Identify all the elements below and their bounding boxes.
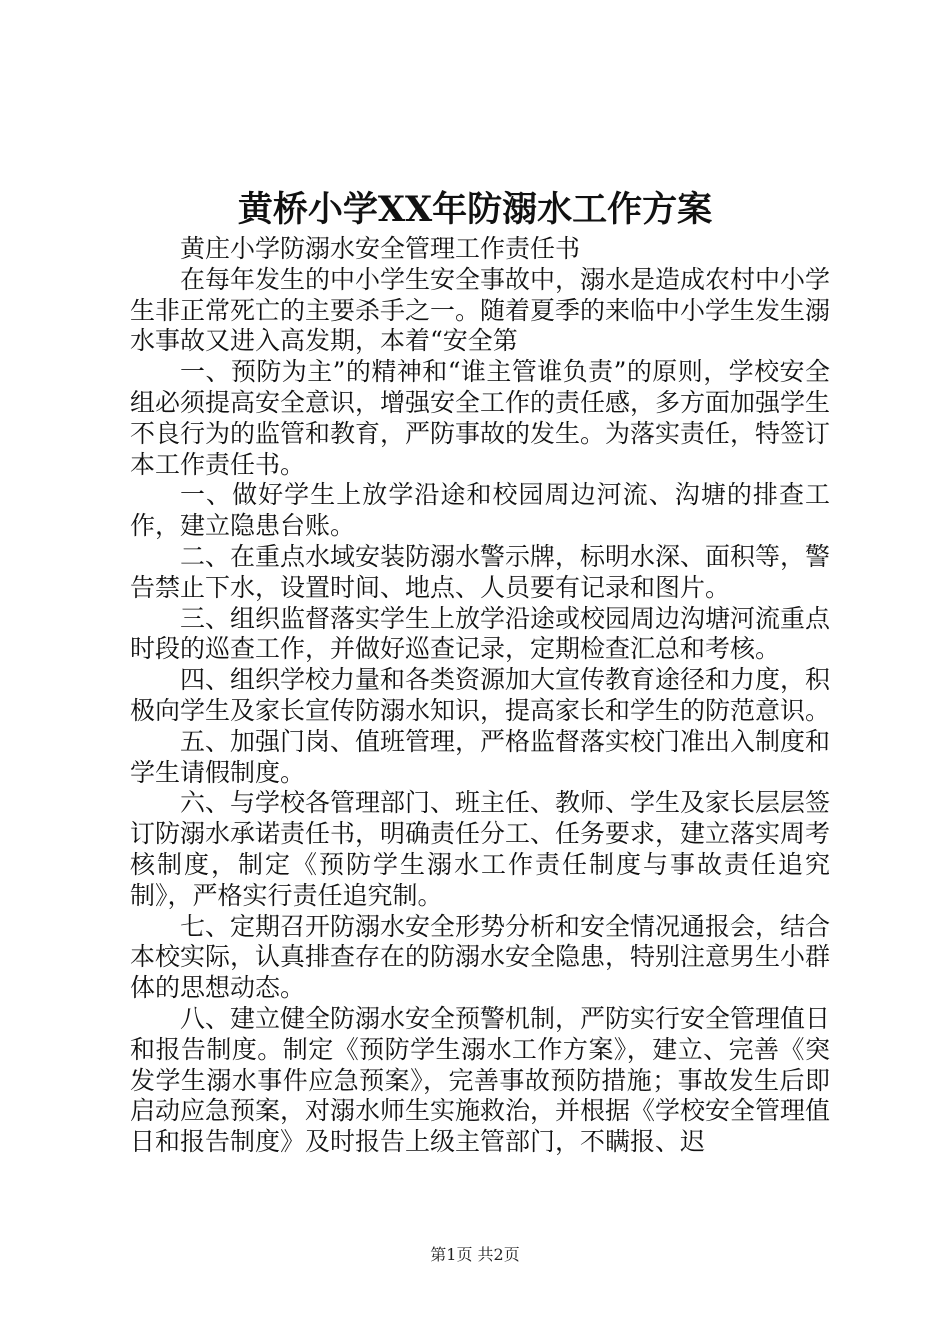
paragraph: 黄庄小学防溺水安全管理工作责任书 [180, 234, 581, 263]
document-body [130, 234, 830, 1158]
paragraph: 八、建立健全防溺水安全预警机制，严防实行安全管理值日和报告制度。制定《预防学生溺水工作方案》，建立、完善《突发学生溺水事件应急预案》，完善事故预防措施；事故发生后即启动应急预案，对溺水师生实施救治，并根据《学校安全管理值日和报告制度》及时报告上级主管部门，不瞒报、迟 [130, 1003, 831, 1157]
document-title: 黄桥小学XX年防溺水工作方案 [237, 189, 713, 230]
paragraph: 四、组织学校力量和各类资源加大宣传教育途径和力度，积极向学生及家长宣传防溺水知识，提高家长和学生的防范意识。 [130, 665, 831, 725]
paragraph: 六、与学校各管理部门、班主任、教师、学生及家长层层签订防溺水承诺责任书，明确责任分工、任务要求，建立落实周考核制度，制定《预防学生溺水工作责任制度与事故责任追究制》，严格实行责任追究制。 [130, 788, 831, 910]
page-number: 第1页 共2页 [430, 1245, 520, 1264]
paragraph: 五、加强门岗、值班管理，严格监督落实校门准出入制度和学生请假制度。 [130, 726, 831, 787]
paragraph: 一、预防为主”的精神和“谁主管谁负责”的原则，学校安全组必须提高安全意识，增强安全工作的责任感，多方面加强学生不良行为的监管和教育，严防事故的发生。为落实责任，特签订本工作责任书。 [130, 357, 831, 479]
paragraph: 二、在重点水域安装防溺水警示牌，标明水深、面积等，警告禁止下水，设置时间、地点、人员要有记录和图片。 [130, 541, 831, 602]
paragraph: 一、做好学生上放学沿途和校园周边河流、沟塘的排查工作，建立隐患台账。 [130, 480, 830, 541]
paragraph: 七、定期召开防溺水安全形势分析和安全情况通报会，结合本校实际，认真排查存在的防溺水安全隐患，特别注意男生小群体的思想动态。 [130, 911, 831, 1003]
paragraph: 在每年发生的中小学生安全事故中，溺水是造成农村中小学生非正常死亡的主要杀手之一。随着夏季的来临中小学生发生溺水事故又进入高发期，本着“安全第 [130, 264, 831, 356]
paragraph: 三、组织监督落实学生上放学沿途或校园周边沟塘河流重点时段的巡查工作，并做好巡查记录，定期检查汇总和考核。 [130, 603, 831, 664]
